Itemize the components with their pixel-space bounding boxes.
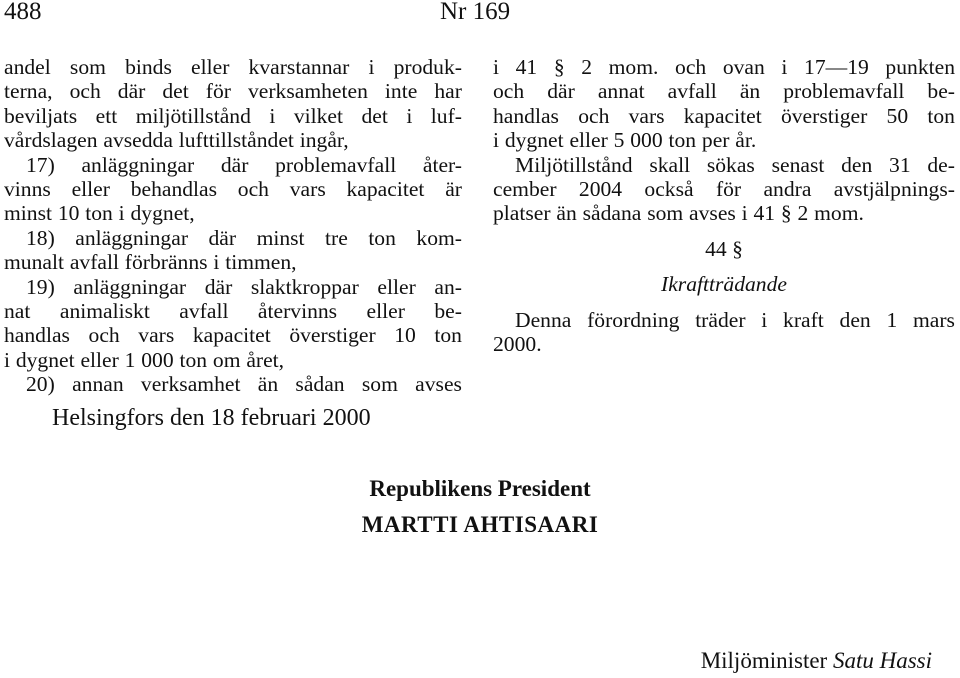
place-date: Helsingfors den 18 februari 2000: [52, 405, 371, 431]
right-column: [493, 55, 955, 356]
left-line-14: 20) annan verksamhet än sådan som avses: [26, 372, 462, 397]
right-p1-line-2: och där annat avfall än problemavfall be-: [493, 79, 955, 104]
left-line-1: andel som binds eller kvarstannar i produk-: [4, 55, 462, 79]
left-line-12: handlas och vars kapacitet överstiger 10 ton: [4, 323, 462, 348]
page-number: 488: [4, 0, 42, 25]
left-line-5: 17) anläggningar där problemavfall åter-: [26, 152, 462, 177]
right-p2-line-2: cember 2004 också för andra avstjälpnings-: [493, 176, 955, 201]
signature-name: MARTTI AHTISAARI: [361, 512, 599, 537]
signature-title: Republikens President: [369, 476, 591, 501]
section-number: 44 §: [705, 236, 743, 261]
right-p2-line-3: platser än sådana som avses i 41 § 2 mom.: [493, 201, 864, 226]
right-p3-line-1: Denna förordning träder i kraft den 1 mars: [515, 307, 955, 332]
issue-number: Nr 169: [440, 0, 511, 25]
left-line-7: minst 10 ton i dygnet,: [4, 201, 195, 226]
minister-signature: [701, 648, 932, 674]
minister-role: Miljöminister: [700, 648, 828, 673]
left-line-3: beviljats ett miljötillstånd i vilket det i luf-: [4, 103, 462, 128]
left-line-6: vinns eller behandlas och vars kapacitet är: [4, 176, 462, 201]
right-p2-line-1: Miljötillstånd skall sökas senast den 31 de-: [515, 152, 955, 177]
right-p3-line-2: 2000.: [493, 331, 542, 356]
left-line-2: terna, och där det för verksamheten inte har: [4, 79, 462, 104]
section-title: Ikraftträdande: [661, 272, 787, 297]
left-line-4: vårdslagen avsedda lufttillståndet ingår,: [4, 128, 349, 153]
minister-name: Satu Hassi: [832, 648, 932, 673]
right-p1-line-4: i dygnet eller 5 000 ton per år.: [493, 128, 757, 153]
left-column: [4, 55, 462, 396]
left-line-8: 18) anläggningar där minst tre ton kom-: [26, 225, 462, 250]
right-p1-line-1: i 41 § 2 mom. och ovan i 17—19 punkten: [493, 55, 955, 79]
right-p1-line-3: handlas och vars kapacitet överstiger 50 ton: [493, 103, 955, 128]
left-line-11: nat animaliskt avfall återvinns eller be-: [4, 298, 462, 323]
left-line-13: i dygnet eller 1 000 ton om året,: [4, 347, 285, 372]
left-line-9: munalt avfall förbränns i timmen,: [4, 250, 297, 275]
left-line-10: 19) anläggningar där slaktkroppar eller an-: [26, 274, 462, 299]
